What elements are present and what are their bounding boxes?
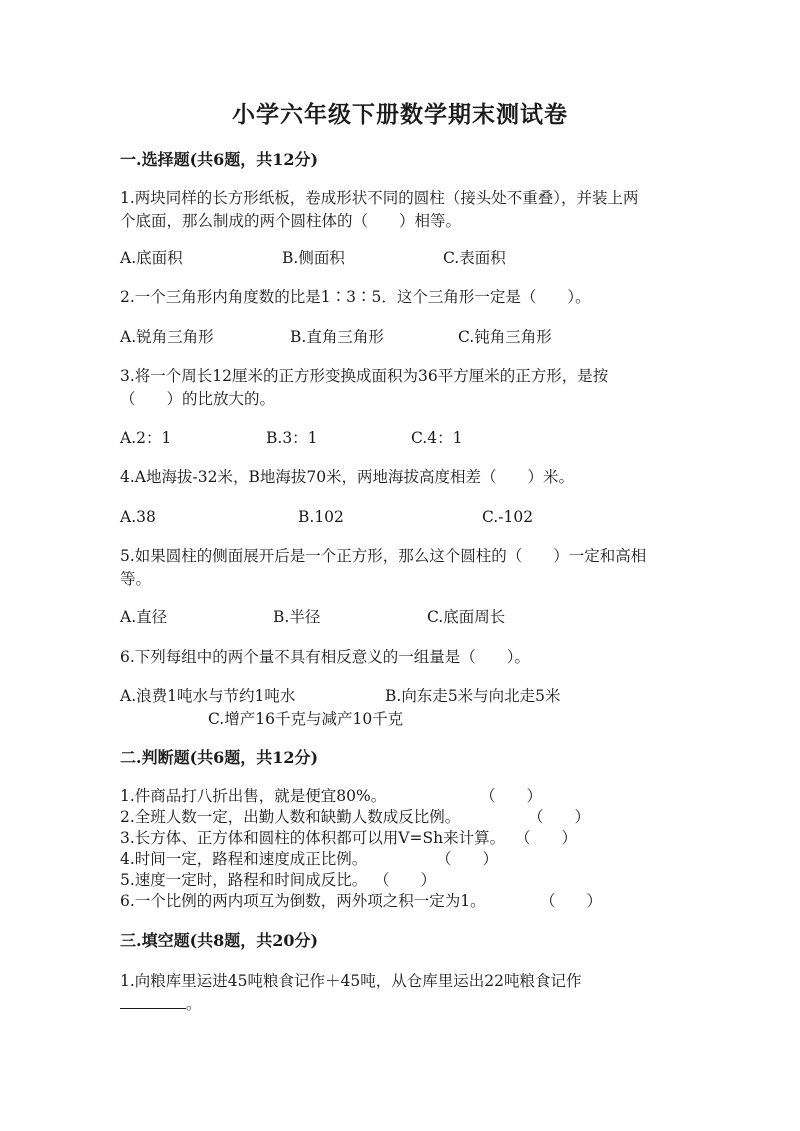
question-text: 2.一个三角形内角度数的比是1∶3∶5．这个三角形一定是（ ）。 <box>120 288 591 306</box>
option-b: B.直角三角形 <box>290 328 384 346</box>
question-text: 3.将一个周长12厘米的正方形变换成面积为36平方厘米的正方形，是按 <box>120 367 609 385</box>
section-heading-choice: 一.选择题(共6题，共12分) <box>120 150 319 169</box>
judge-item: 2.全班人数一定，出勤人数和缺勤人数成反比例。 <box>120 808 461 826</box>
option-a: A.底面积 <box>120 249 183 267</box>
judge-item: 3.长方体、正方体和圆柱的体积都可以用V=Sh来计算。 <box>120 829 506 847</box>
option-a: A.2：1 <box>120 429 172 447</box>
answer-paren[interactable]: （ ） <box>480 787 543 805</box>
section-heading-judge: 二.判断题(共6题，共12分) <box>120 748 319 767</box>
option-a: A.直径 <box>120 608 168 626</box>
answer-blank[interactable] <box>120 994 186 1009</box>
answer-paren[interactable]: （ ） <box>528 808 591 826</box>
answer-paren[interactable]: （ ） <box>515 829 578 847</box>
punctuation: 。 <box>186 995 202 1013</box>
judge-item: 5.速度一定时，路程和时间成反比。 <box>120 871 368 889</box>
answer-paren[interactable]: （ ） <box>374 871 437 889</box>
option-b: B.102 <box>298 508 344 526</box>
question-text: 5.如果圆柱的侧面展开后是一个正方形，那么这个圆柱的（ ）一定和高相 <box>120 547 647 565</box>
option-c: C.表面积 <box>443 249 506 267</box>
option-c: C.底面周长 <box>427 608 506 626</box>
option-a: A.锐角三角形 <box>120 328 214 346</box>
option-b: B.侧面积 <box>282 249 345 267</box>
option-c: C.增产16千克与减产10千克 <box>208 710 404 728</box>
option-c: C.钝角三角形 <box>458 328 552 346</box>
judge-item: 6.一个比例的两内项互为倒数，两外项之积一定为1。 <box>120 892 486 910</box>
answer-line <box>120 994 202 1014</box>
option-b: B.半径 <box>273 608 321 626</box>
question-text: 6.下列每组中的两个量不具有相反意义的一组量是（ ）。 <box>120 648 531 666</box>
judge-item: 4.时间一定，路程和速度成正比例。 <box>120 850 368 868</box>
question-text: 1.向粮库里运进45吨粮食记作＋45吨，从仓库里运出22吨粮食记作 <box>120 972 582 990</box>
question-text: 1.两块同样的长方形纸板，卷成形状不同的圆柱（接头处不重叠），并装上两 <box>120 189 639 207</box>
judge-item: 1.件商品打八折出售，就是便宜80%。 <box>120 787 387 805</box>
answer-paren[interactable]: （ ） <box>436 850 499 868</box>
answer-paren[interactable]: （ ） <box>540 892 603 910</box>
option-c: C.4：1 <box>411 429 463 447</box>
question-text: 个底面，那么制成的两个圆柱体的（ ）相等。 <box>120 212 462 230</box>
question-text: 4.A地海拔-32米，B地海拔70米，两地海拔高度相差（ ）米。 <box>120 468 575 486</box>
option-c: C.-102 <box>482 508 534 526</box>
option-a: A.38 <box>120 508 156 526</box>
question-text: 等。 <box>120 570 152 588</box>
option-a: A.浪费1吨水与节约1吨水 <box>120 687 296 705</box>
question-text: （ ）的比放大的。 <box>120 390 276 408</box>
option-b: B.向东走5米与向北走5米 <box>385 687 561 705</box>
option-b: B.3：1 <box>266 429 318 447</box>
page-title: 小学六年级下册数学期末测试卷 <box>232 101 568 128</box>
section-heading-fill: 三.填空题(共8题，共20分) <box>120 931 319 950</box>
